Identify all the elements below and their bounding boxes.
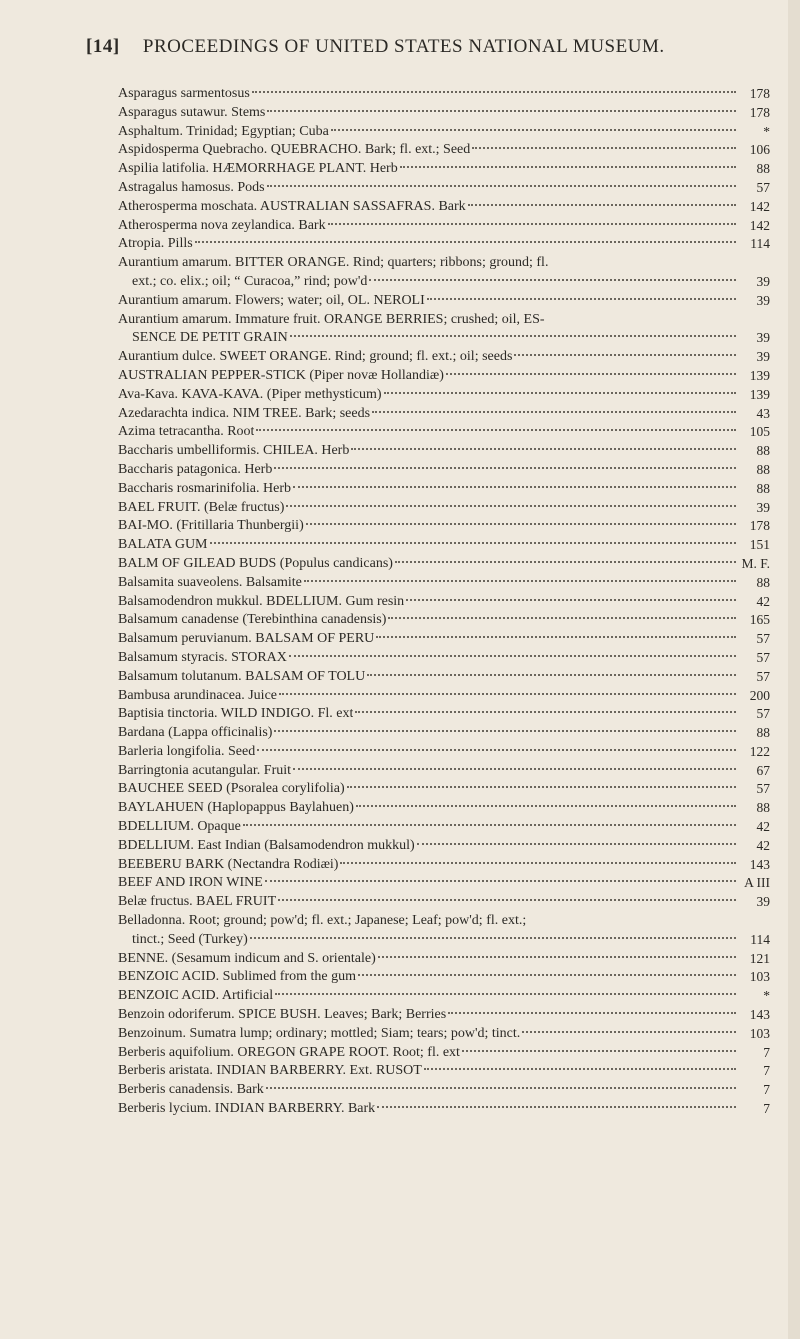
entry-reference: 39 [756,349,770,365]
index-entry [118,517,778,536]
entry-reference: M. F. [741,555,770,571]
dot-leader [468,203,736,206]
entry-text: BENZOIC ACID. Sublimed from the gum [118,969,356,985]
dot-leader [274,466,736,469]
index-entry [118,461,778,480]
index-entry [118,593,778,612]
entry-reference: 57 [756,179,770,195]
index-entry [118,1044,778,1063]
entry-text: Balsamum peruvianum. BALSAM OF PERU [118,631,375,647]
entry-reference: 67 [756,762,770,778]
page-number: [14] [86,36,120,57]
entry-text: Balsamum styracis. STORAX [118,649,287,665]
entry-text: Aurantium amarum. Immature fruit. ORANGE BERRIES; crushed; oil, ES- [118,311,545,327]
entry-text: Benzoin odoriferum. SPICE BUSH. Leaves; Bark; Berries [118,1007,447,1023]
entry-reference: 39 [756,330,770,346]
index-entry [118,950,778,969]
entry-text: Barleria longifolia. Seed [118,743,256,759]
dot-leader [395,560,736,563]
entry-reference: 7 [763,1101,770,1117]
entry-reference: 121 [749,950,770,966]
index-entry [118,687,778,706]
entry-reference: 39 [756,273,770,289]
dot-leader [340,861,736,864]
entry-reference: 142 [749,198,770,214]
entry-text: BALATA GUM [118,537,208,553]
dot-leader [384,391,736,394]
index-entry [118,668,778,687]
entry-text: BDELLIUM. East Indian (Balsamodendron mukkul) [118,837,415,853]
entry-text: BALM OF GILEAD BUDS (Populus candicans) [118,555,393,571]
entry-text: Baptisia tinctoria. WILD INDIGO. Fl. ext [118,706,354,722]
dot-leader [265,879,736,882]
entry-text: Berberis lycium. INDIAN BARBERRY. Bark [118,1101,376,1117]
entry-reference: 103 [749,1025,770,1041]
dot-leader [358,973,736,976]
index-entry [118,799,778,818]
entry-text: Aspilia latifolia. HÆMORRHAGE PLANT. Herb [118,161,398,177]
dot-leader [278,898,736,901]
entry-reference: * [763,123,770,139]
index-entry [118,442,778,461]
running-title: PROCEEDINGS OF UNITED STATES NATIONAL MUSEUM. [142,36,665,57]
dot-leader [377,1105,736,1108]
index-entry [118,254,778,292]
entry-reference: 178 [749,518,770,534]
entry-text: Aurantium amarum. Flowers; water; oil, OL. NEROLI [118,292,425,308]
index-entry [118,874,778,893]
index-entry [118,968,778,987]
entry-reference: 139 [749,367,770,383]
dot-leader [252,90,736,93]
dot-leader [367,673,736,676]
dot-leader [257,748,736,751]
entry-reference: 178 [749,104,770,120]
index-entry [118,348,778,367]
index-entry [118,611,778,630]
entry-text: Belladonna. Root; ground; pow'd; fl. ext.; Japanese; Leaf; pow'd; fl. ext.; [118,913,527,929]
entry-reference: 143 [749,1007,770,1023]
entry-text: BEEBERU BARK (Nectandra Rodiæi) [118,856,339,872]
entry-reference: 114 [750,931,770,947]
index-entry [118,780,778,799]
dot-leader [347,785,736,788]
entry-reference: 57 [756,668,770,684]
entry-text: Belæ fructus. BAEL FRUIT [118,894,277,910]
dot-leader [446,372,736,375]
entry-text: Ava-Kava. KAVA-KAVA. (Piper methysticum) [118,386,382,402]
dot-leader [243,823,736,826]
dot-leader [304,579,736,582]
entry-reference: 178 [749,86,770,101]
entry-reference: 103 [749,969,770,985]
entry-reference: 57 [756,631,770,647]
dot-leader [356,804,736,807]
index-entry [118,480,778,499]
entry-reference: 88 [756,161,770,177]
index-entry [118,123,778,142]
entry-text: Asparagus sarmentosus [118,86,250,101]
dot-leader [275,992,736,995]
dot-leader [279,692,736,695]
entry-text: Balsamita suaveolens. Balsamite [118,574,302,590]
index-entry [118,1100,778,1119]
dot-leader [424,1067,736,1070]
dot-leader [400,165,736,168]
entry-text: BEEF AND IRON WINE [118,875,263,891]
dot-leader [293,485,736,488]
entry-reference: A III [744,875,770,891]
page-edge [788,0,800,1339]
entry-reference: 88 [756,443,770,459]
index-entry [118,85,778,104]
index-entry [118,1025,778,1044]
entry-reference: 57 [756,781,770,797]
dot-leader [331,128,736,131]
index-entry [118,499,778,518]
dot-leader [328,222,736,225]
entry-reference: 7 [763,1082,770,1098]
index-entry [118,1006,778,1025]
entry-reference: 39 [756,292,770,308]
dot-leader [306,522,736,525]
index-entry [118,555,778,574]
dot-leader [267,109,736,112]
dot-leader [210,541,737,544]
dot-leader [376,635,736,638]
dot-leader [289,654,736,657]
index-entry [118,856,778,875]
index-entry [118,705,778,724]
entry-reference: 105 [749,424,770,440]
entry-text: Atherosperma moschata. AUSTRALIAN SASSAFRAS. Bark [118,198,466,214]
entry-text: Baccharis rosmarinifolia. Herb [118,480,291,496]
index-entry [118,217,778,236]
index-entries [118,85,778,1119]
dot-leader [448,1011,736,1014]
index-entry [118,818,778,837]
index-entry [118,141,778,160]
entry-reference: 139 [749,386,770,402]
index-entry [118,1081,778,1100]
entry-text: BENZOIC ACID. Artificial [118,988,274,1004]
dot-leader [351,447,736,450]
index-entry [118,574,778,593]
dot-leader [256,428,736,431]
entry-text: Baccharis umbelliformis. CHILEA. Herb [118,443,350,459]
index-entry [118,104,778,123]
entry-reference: 39 [756,499,770,515]
entry-reference: 114 [750,236,770,252]
entry-text: Balsamodendron mukkul. BDELLIUM. Gum resin [118,593,405,609]
index-entry [118,179,778,198]
entry-text: BAEL FRUIT. (Belæ fructus) [118,499,285,515]
index-entry [118,912,778,950]
entry-reference: * [763,988,770,1004]
index-entry [118,405,778,424]
entry-text: Bambusa arundinacea. Juice [118,687,277,703]
entry-reference: 143 [749,856,770,872]
entry-reference: 151 [749,537,770,553]
page-header [86,36,706,58]
dot-leader [427,297,736,300]
dot-leader [472,146,736,149]
index-entry [118,987,778,1006]
entry-continuation: tinct.; Seed (Turkey) [132,931,248,947]
entry-reference: 7 [763,1044,770,1060]
index-entry [118,292,778,311]
entry-text: Atropia. Pills [118,236,193,252]
entry-text: Balsamum tolutanum. BALSAM OF TOLU [118,668,366,684]
dot-leader [417,842,736,845]
entry-text: AUSTRALIAN PEPPER-STICK (Piper novæ Hollandiæ) [118,367,444,383]
entry-text: Asparagus sutawur. Stems [118,104,266,120]
entry-text: Aspidosperma Quebracho. QUEBRACHO. Bark; fl. ext.; Seed [118,142,471,158]
entry-reference: 42 [756,819,770,835]
entry-reference: 42 [756,593,770,609]
dot-leader [514,353,736,356]
entry-reference: 106 [749,142,770,158]
index-entry [118,649,778,668]
entry-text: Azedarachta indica. NIM TREE. Bark; seeds [118,405,371,421]
dot-leader [355,710,736,713]
dot-leader [378,955,736,958]
entry-reference: 57 [756,706,770,722]
entry-text: Berberis aristata. INDIAN BARBERRY. Ext. RUSOT [118,1063,422,1079]
dot-leader [406,598,736,601]
entry-text: Azima tetracantha. Root [118,424,255,440]
index-entry [118,235,778,254]
entry-reference: 7 [763,1063,770,1079]
entry-text: Berberis aquifolium. OREGON GRAPE ROOT. Root; fl. ext [118,1044,460,1060]
index-entry [118,367,778,386]
entry-text: Baccharis patagonica. Herb [118,461,273,477]
entry-reference: 142 [749,217,770,233]
dot-leader [388,616,736,619]
index-entry [118,893,778,912]
dot-leader [369,278,736,281]
entry-text: Benzoinum. Sumatra lump; ordinary; mottled; Siam; tears; pow'd; tinct. [118,1025,521,1041]
entry-reference: 88 [756,574,770,590]
entry-text: Asphaltum. Trinidad; Egyptian; Cuba [118,123,329,139]
entry-text: Bardana (Lappa officinalis) [118,725,273,741]
index-entry [118,743,778,762]
index-entry [118,423,778,442]
entry-text: Balsamum canadense (Terebinthina canadensis) [118,612,387,628]
entry-reference: 88 [756,725,770,741]
dot-leader [266,1086,736,1089]
index-entry [118,762,778,781]
entry-text: Berberis canadensis. Bark [118,1082,264,1098]
entry-reference: 88 [756,480,770,496]
dot-leader [522,1030,736,1033]
entry-continuation: SENCE DE PETIT GRAIN [132,330,288,346]
entry-text: BAI-MO. (Fritillaria Thunbergii) [118,518,304,534]
index-entry [118,198,778,217]
entry-text: Aurantium dulce. SWEET ORANGE. Rind; ground; fl. ext.; oil; seeds [118,349,513,365]
entry-text: Astragalus hamosus. Pods [118,179,265,195]
entry-reference: 42 [756,837,770,853]
entry-text: Aurantium amarum. BITTER ORANGE. Rind; quarters; ribbons; ground; fl. [118,255,549,271]
entry-text: Atherosperma nova zeylandica. Bark [118,217,326,233]
dot-leader [372,410,736,413]
index-entry [118,1062,778,1081]
index-entry [118,536,778,555]
index-entry [118,160,778,179]
entry-text: BAYLAHUEN (Haplopappus Baylahuen) [118,800,354,816]
entry-continuation: ext.; co. elix.; oil; “ Curacoa,” rind; pow'd [132,273,368,289]
index-entry [118,630,778,649]
dot-leader [462,1049,736,1052]
entry-reference: 88 [756,800,770,816]
entry-text: BENNE. (Sesamum indicum and S. orientale) [118,950,376,966]
index-entry [118,386,778,405]
dot-leader [195,240,736,243]
index-entry [118,724,778,743]
dot-leader [267,184,736,187]
entry-reference: 122 [749,743,770,759]
dot-leader [290,334,736,337]
dot-leader [293,767,736,770]
index-entry [118,311,778,349]
dot-leader [274,729,736,732]
entry-reference: 43 [756,405,770,421]
entry-reference: 88 [756,461,770,477]
dot-leader [250,936,736,939]
index-entry [118,837,778,856]
entry-reference: 57 [756,649,770,665]
entry-reference: 165 [749,612,770,628]
entry-text: BDELLIUM. Opaque [118,819,241,835]
entry-reference: 200 [749,687,770,703]
entry-reference: 39 [756,894,770,910]
entry-text: Barringtonia acutangular. Fruit [118,762,292,778]
entry-text: BAUCHEE SEED (Psoralea corylifolia) [118,781,345,797]
dot-leader [286,504,736,507]
